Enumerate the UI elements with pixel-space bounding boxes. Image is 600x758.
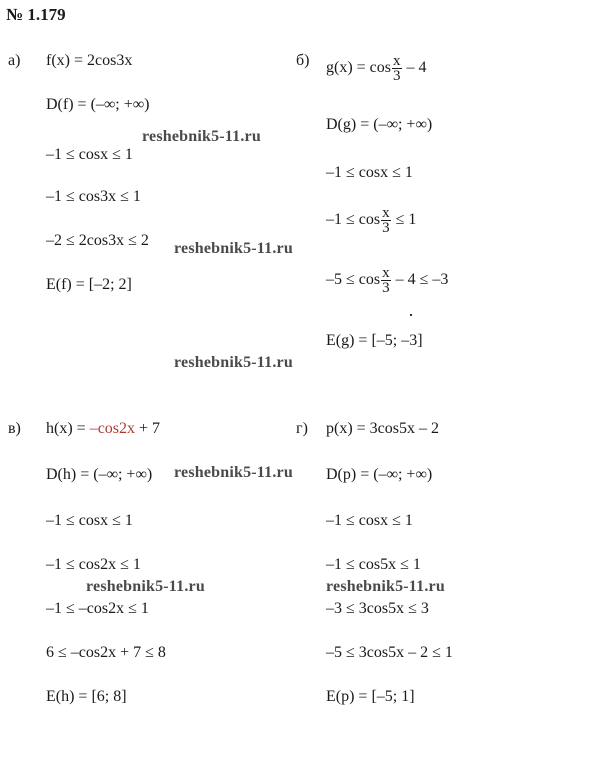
part-v-domain: D(h) = (–∞; +∞): [46, 466, 153, 483]
part-b-domain: D(g) = (–∞; +∞): [326, 116, 433, 133]
part-a-step-1: –1 ≤ cosx ≤ 1: [46, 146, 133, 163]
part-b-marker: б): [296, 52, 310, 69]
part-g-step-3: –3 ≤ 3cos5x ≤ 3: [326, 600, 429, 617]
part-v-step-3: –1 ≤ –cos2x ≤ 1: [46, 600, 149, 617]
part-g-range: E(p) = [–5; 1]: [326, 688, 415, 705]
part-a-range: E(f) = [–2; 2]: [46, 276, 132, 293]
watermark: reshebnik5-11.ru: [174, 354, 293, 371]
part-a-marker: а): [8, 52, 21, 69]
part-v-range: E(h) = [6; 8]: [46, 688, 127, 705]
part-b-step-2: –1 ≤ cos $\frac{x}{3}$ ≤ 1: [326, 205, 417, 236]
part-b-range: E(g) = [–5; –3]: [326, 332, 423, 349]
watermark: reshebnik5-11.ru: [86, 578, 205, 595]
part-v-marker: в): [8, 420, 21, 437]
part-b-step-3: –5 ≤ cos $\frac{x}{3}$ – 4 ≤ –3: [326, 265, 449, 296]
part-v-step-1: –1 ≤ cosx ≤ 1: [46, 512, 133, 529]
part-v-function: h(x) = –cos2x + 7: [46, 420, 161, 437]
part-v-step-2: –1 ≤ cos2x ≤ 1: [46, 556, 141, 573]
part-b-step-1: –1 ≤ cosx ≤ 1: [326, 164, 413, 181]
part-a-step-3: –2 ≤ 2cos3x ≤ 2: [46, 232, 149, 249]
stray-dot: [410, 314, 412, 316]
part-g-step-1: –1 ≤ cosx ≤ 1: [326, 512, 413, 529]
part-g-domain: D(p) = (–∞; +∞): [326, 466, 433, 483]
watermark: reshebnik5-11.ru: [174, 464, 293, 481]
part-v-step-4: 6 ≤ –cos2x + 7 ≤ 8: [46, 644, 166, 661]
part-a-function: f(x) = 2cos3x: [46, 52, 133, 69]
part-g-marker: г): [296, 420, 308, 437]
part-g-step-2: –1 ≤ cos5x ≤ 1: [326, 556, 421, 573]
part-g-step-4: –5 ≤ 3cos5x – 2 ≤ 1: [326, 644, 453, 661]
watermark: reshebnik5-11.ru: [174, 240, 293, 257]
part-g-function: p(x) = 3cos5x – 2: [326, 420, 440, 437]
part-b-function: g(x) = cos $\frac{x}{3}$ – 4: [326, 53, 427, 84]
problem-number: № 1.179: [6, 5, 66, 24]
watermark: reshebnik5-11.ru: [326, 578, 445, 595]
part-a-step-2: –1 ≤ cos3x ≤ 1: [46, 188, 141, 205]
part-a-domain: D(f) = (–∞; +∞): [46, 96, 150, 113]
watermark: reshebnik5-11.ru: [142, 128, 261, 145]
